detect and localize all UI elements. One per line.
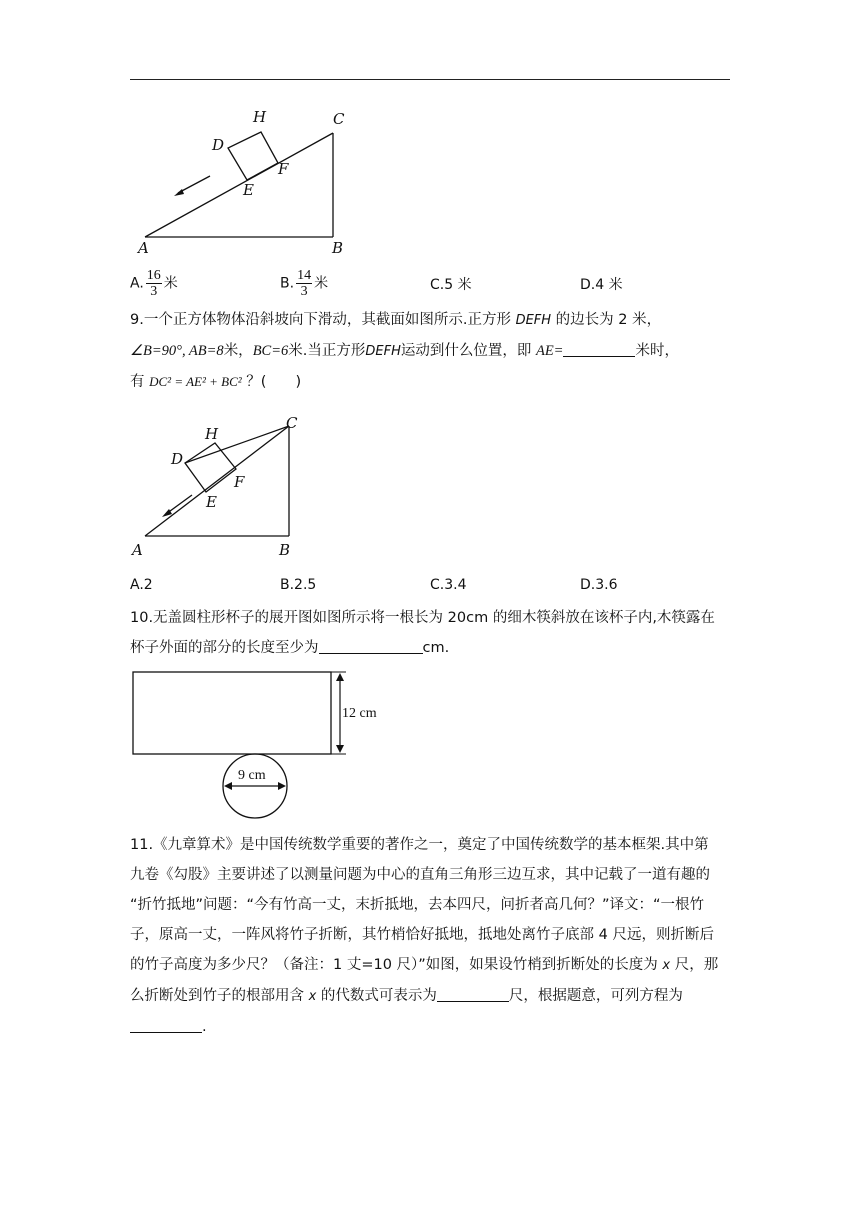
q8-option-a[interactable]: A. $\frac{16}{3}$ 米 (130, 268, 178, 299)
q9-line-1: 9.一个正方体物体沿斜坡向下滑动，其截面如图所示.正方形 DEFH 的边长为 2 米， (130, 312, 662, 328)
q11-line-5: 的竹子高度为多少尺？（备注：1 丈=10 尺）”如图，如果设竹梢到折断处的长度为 x 尺，那 (130, 957, 719, 973)
label-F: F (278, 160, 289, 178)
q10-line-1: 10.无盖圆柱形杯子的展开图如图所示将一根长为 20cm 的细木筷斜放在该杯子内,木筷露在 (130, 610, 715, 626)
slope-figure-2 (130, 412, 310, 562)
q11-line-3: “折竹抵地”问题：“今有竹高一丈，末折抵地，去本四尺，问折者高几何？”译文：“一根竹 (130, 897, 705, 913)
blank-equation[interactable] (130, 1016, 202, 1033)
q11-question (130, 830, 730, 1042)
q9-question (130, 305, 730, 397)
height-label: 12 cm (342, 706, 377, 721)
q9-line-2: ∠B=90°, AB=8米，BC=6米.当正方形DEFH运动到什么位置，即 AE= 米时， (130, 336, 730, 367)
q8-option-d[interactable]: D.4 米 (580, 277, 623, 293)
diameter-label: 9 cm (238, 768, 266, 783)
q11-line-7: . (130, 1012, 730, 1042)
label-H: H (253, 108, 267, 126)
label-E: E (243, 181, 254, 199)
blank-expression[interactable] (437, 985, 509, 1002)
blank-length[interactable] (319, 637, 423, 654)
q9-line-3: 有 DC² = AE² + BC² ？( ) (130, 374, 302, 390)
fraction-a: $\frac{16}{3}$ (146, 268, 161, 299)
label-B: B (332, 239, 344, 257)
fraction-b: $\frac{14}{3}$ (297, 268, 312, 299)
q8-option-b[interactable]: B. $\frac{14}{3}$ 米 (280, 268, 329, 299)
q10-question (130, 603, 730, 663)
q11-line-2: 九卷《勾股》主要讲述了以测量问题为中心的直角三角形三边互求，其中记载了一道有趣的 (130, 867, 710, 883)
label-D: D (212, 136, 225, 154)
q11-line-1: 11.《九章算术》是中国传统数学重要的著作之一，奠定了中国传统数学的基本框架.其中第 (130, 837, 709, 853)
q9-option-d[interactable]: D.3.6 (580, 577, 618, 593)
q9-option-a[interactable]: A.2 (130, 577, 153, 593)
label-F: F (234, 473, 245, 491)
q9-option-b[interactable]: B.2.5 (280, 577, 317, 593)
label-C: C (333, 110, 345, 128)
q8-option-c[interactable]: C.5 米 (430, 277, 472, 293)
label-E: E (206, 493, 217, 511)
q11-line-6: 么折断处到竹子的根部用含 x 的代数式可表示为 尺，根据题意，可列方程为 (130, 981, 730, 1012)
label-D: D (171, 450, 184, 468)
label-B: B (279, 541, 291, 559)
q11-line-4: 子，原高一丈，一阵风将竹子折断，其竹梢恰好抵地，抵地处离竹子底部 4 尺远，则折断后 (130, 927, 714, 943)
label-C: C (286, 414, 298, 432)
label-A: A (138, 239, 149, 257)
cylinder-net-figure (130, 668, 400, 823)
label-H: H (205, 425, 219, 443)
q9-option-c[interactable]: C.3.4 (430, 577, 467, 593)
header-rule (130, 79, 730, 80)
label-A: A (132, 541, 143, 559)
blank-ae[interactable] (563, 340, 635, 357)
q10-line-2: 杯子外面的部分的长度至少为 cm. (130, 633, 730, 663)
slope-figure-1 (130, 100, 360, 260)
